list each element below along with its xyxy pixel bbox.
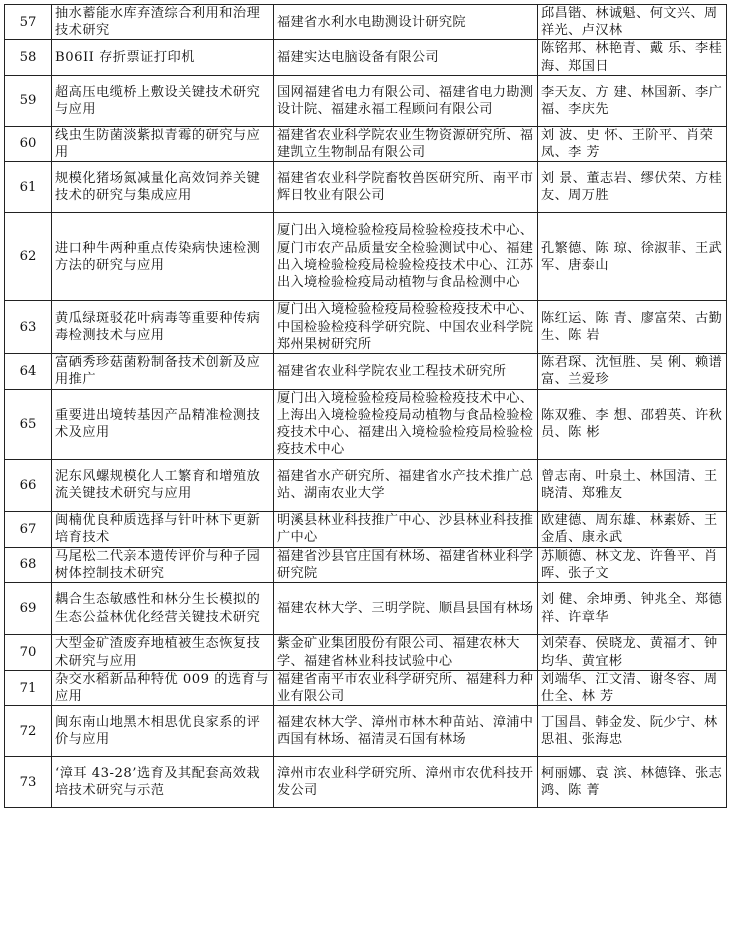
completing-units: 福建省农业科学院畜牧兽医研究所、南平市辉日牧业有限公司 bbox=[274, 162, 538, 213]
row-number: 63 bbox=[5, 301, 52, 354]
project-name: 耦合生态敏感性和林分生长模拟的生态公益林优化经营关键技术研究 bbox=[52, 583, 274, 635]
completing-people: 欧建德、周东雄、林素娇、王金盾、康永武 bbox=[538, 511, 727, 547]
completing-units: 福建农林大学、漳州市林木种苗站、漳浦中西国有林场、福清灵石国有林场 bbox=[274, 706, 538, 757]
table-row bbox=[5, 5, 727, 40]
project-name: 马尾松二代亲本遗传评价与种子园树体控制技术研究 bbox=[52, 547, 274, 582]
row-number: 69 bbox=[5, 583, 52, 635]
completing-units: 福建省水产研究所、福建省水产技术推广总站、湖南农业大学 bbox=[274, 459, 538, 511]
completing-people: 柯丽娜、袁 滨、林德锋、张志鸿、陈 菁 bbox=[538, 757, 727, 808]
project-name: 杂交水稻新品种特优 009 的选育与应用 bbox=[52, 671, 274, 706]
completing-people: 陈红运、陈 青、廖富荣、古勤生、陈 岩 bbox=[538, 301, 727, 354]
table-row bbox=[5, 757, 727, 808]
row-number: 73 bbox=[5, 757, 52, 808]
row-number: 57 bbox=[5, 5, 52, 40]
table-row bbox=[5, 635, 727, 671]
table-row bbox=[5, 126, 727, 161]
completing-people: 陈双雅、李 想、邵碧英、许秋员、陈 彬 bbox=[538, 389, 727, 459]
project-name: 黄瓜绿斑驳花叶病毒等重要种传病毒检测技术与应用 bbox=[52, 301, 274, 354]
row-number: 71 bbox=[5, 671, 52, 706]
table-row bbox=[5, 706, 727, 757]
project-name: B06II 存折票证打印机 bbox=[52, 40, 274, 75]
table-row bbox=[5, 75, 727, 126]
row-number: 62 bbox=[5, 213, 52, 301]
completing-people: 刘 健、余坤勇、钟兆全、郑德祥、许章华 bbox=[538, 583, 727, 635]
award-table bbox=[4, 4, 727, 808]
completing-people: 刘 波、史 怀、王阶平、肖荣凤、李 芳 bbox=[538, 126, 727, 161]
table-row bbox=[5, 213, 727, 301]
table-row bbox=[5, 547, 727, 582]
award-table-body bbox=[5, 5, 727, 808]
row-number: 61 bbox=[5, 162, 52, 213]
table-row bbox=[5, 459, 727, 511]
completing-people: 陈铭邦、林艳青、戴 乐、李桂海、郑国日 bbox=[538, 40, 727, 75]
table-row bbox=[5, 389, 727, 459]
completing-units: 福建省沙县官庄国有林场、福建省林业科学研究院 bbox=[274, 547, 538, 582]
table-row bbox=[5, 671, 727, 706]
row-number: 60 bbox=[5, 126, 52, 161]
project-name: 富硒秀珍菇菌粉制备技术创新及应用推广 bbox=[52, 354, 274, 389]
table-row bbox=[5, 40, 727, 75]
project-name: 线虫生防菌淡紫拟青霉的研究与应用 bbox=[52, 126, 274, 161]
completing-units: 明溪县林业科技推广中心、沙县林业科技推广中心 bbox=[274, 511, 538, 547]
project-name: 超高压电缆桥上敷设关键技术研究与应用 bbox=[52, 75, 274, 126]
row-number: 70 bbox=[5, 635, 52, 671]
completing-people: 李天友、方 建、林国新、李广福、李庆先 bbox=[538, 75, 727, 126]
completing-people: 苏顺德、林文龙、许鲁平、肖 晖、张子文 bbox=[538, 547, 727, 582]
completing-units: 福建实达电脑设备有限公司 bbox=[274, 40, 538, 75]
completing-people: 陈君琛、沈恒胜、吴 俐、赖谱富、兰爱珍 bbox=[538, 354, 727, 389]
row-number: 65 bbox=[5, 389, 52, 459]
project-name: 重要进出境转基因产品精准检测技术及应用 bbox=[52, 389, 274, 459]
table-row bbox=[5, 511, 727, 547]
project-name: 规模化猪场氮减量化高效饲养关键技术的研究与集成应用 bbox=[52, 162, 274, 213]
project-name: 闽楠优良种质选择与针叶林下更新培育技术 bbox=[52, 511, 274, 547]
project-name: 进口种牛两种重点传染病快速检测方法的研究与应用 bbox=[52, 213, 274, 301]
row-number: 66 bbox=[5, 459, 52, 511]
completing-people: 刘荣春、侯晓龙、黄福才、钟均华、黄宜彬 bbox=[538, 635, 727, 671]
project-name: 大型金矿渣废弃地植被生态恢复技术研究与应用 bbox=[52, 635, 274, 671]
row-number: 64 bbox=[5, 354, 52, 389]
project-name: 闽东南山地黑木相思优良家系的评价与应用 bbox=[52, 706, 274, 757]
completing-people: 丁国昌、韩金发、阮少宁、林思祖、张海忠 bbox=[538, 706, 727, 757]
completing-units: 福建省农业科学院农业生物资源研究所、福建凯立生物制品有限公司 bbox=[274, 126, 538, 161]
completing-people: 曾志南、叶泉土、林国清、王晓清、郑雅友 bbox=[538, 459, 727, 511]
completing-units: 福建省南平市农业科学研究所、福建科力种业有限公司 bbox=[274, 671, 538, 706]
table-row bbox=[5, 583, 727, 635]
row-number: 68 bbox=[5, 547, 52, 582]
completing-people: 邱昌锴、林诚魁、何文兴、周祥光、卢汉林 bbox=[538, 5, 727, 40]
table-row bbox=[5, 354, 727, 389]
completing-people: 刘 景、董志岩、缪伏荣、方桂友、周万胜 bbox=[538, 162, 727, 213]
completing-units: 国网福建省电力有限公司、福建省电力勘测设计院、福建永福工程顾问有限公司 bbox=[274, 75, 538, 126]
row-number: 58 bbox=[5, 40, 52, 75]
completing-units: 福建省水利水电勘测设计研究院 bbox=[274, 5, 538, 40]
table-row bbox=[5, 301, 727, 354]
completing-people: 孔繁德、陈 琼、徐淑菲、王武军、唐泰山 bbox=[538, 213, 727, 301]
completing-units: 厦门出入境检验检疫局检验检疫技术中心、厦门市农产品质量安全检验测试中心、福建出入境检验检疫局检验检疫技术中心、江苏出入境检验检疫局动植物与食品检测中心 bbox=[274, 213, 538, 301]
completing-units: 福建省农业科学院农业工程技术研究所 bbox=[274, 354, 538, 389]
completing-units: 厦门出入境检验检疫局检验检疫技术中心、上海出入境检验检疫局动植物与食品检验检疫技术中心、福建出入境检验检疫局检验检疫技术中心 bbox=[274, 389, 538, 459]
completing-units: 紫金矿业集团股份有限公司、福建农林大学、福建省林业科技试验中心 bbox=[274, 635, 538, 671]
completing-people: 刘端华、江文清、谢冬容、周仕全、林 芳 bbox=[538, 671, 727, 706]
completing-units: 福建农林大学、三明学院、顺昌县国有林场 bbox=[274, 583, 538, 635]
row-number: 67 bbox=[5, 511, 52, 547]
completing-units: 漳州市农业科学研究所、漳州市农优科技开发公司 bbox=[274, 757, 538, 808]
project-name: ‘漳耳 43-28’选育及其配套高效栽培技术研究与示范 bbox=[52, 757, 274, 808]
table-row bbox=[5, 162, 727, 213]
row-number: 59 bbox=[5, 75, 52, 126]
row-number: 72 bbox=[5, 706, 52, 757]
completing-units: 厦门出入境检验检疫局检验检疫技术中心、中国检验检疫科学研究院、中国农业科学院郑州果树研究所 bbox=[274, 301, 538, 354]
project-name: 抽水蓄能水库弃渣综合利用和治理技术研究 bbox=[52, 5, 274, 40]
project-name: 泥东风螺规模化人工繁育和增殖放流关键技术研究与应用 bbox=[52, 459, 274, 511]
